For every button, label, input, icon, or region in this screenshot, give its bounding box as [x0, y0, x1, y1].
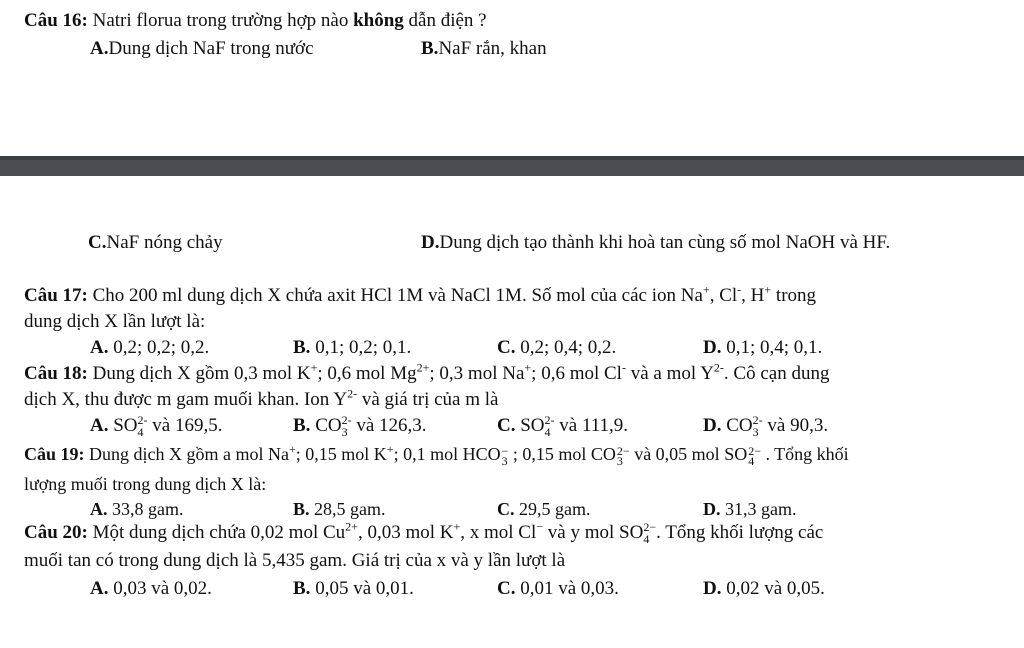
- question-17-label: Câu 17:: [24, 285, 88, 306]
- q19-option-a[interactable]: A. 33,8 gam.: [90, 499, 184, 519]
- question-18-stem-line2: dịch X, thu được m gam muối khan. Ion $Y^{2-}$ và giá trị của m là: [24, 386, 499, 410]
- q16-option-c[interactable]: C.NaF nóng chảy: [88, 232, 223, 253]
- q19-option-d[interactable]: D. 31,3 gam.: [703, 499, 797, 519]
- q17-option-c[interactable]: C. 0,2; 0,4; 0,2.: [497, 337, 617, 358]
- q16-option-d[interactable]: D.Dung dịch tạo thành khi hoà tan cùng số mol NaOH và HF.: [421, 232, 891, 253]
- question-20-stem-line2: muối tan có trong dung dịch là 5,435 gam. Giá trị của x và y lần lượt là: [24, 550, 566, 571]
- question-20-stem: Câu 20: Một dung dịch chứa 0,02 mol $Cu^{2+}$, 0,03 mol K+, x mol Cl− và y mol $SO_4^{2-}$. Tổng khối lượng các: [24, 519, 824, 546]
- q18-option-d[interactable]: D. $CO_3^{2-}$ và 90,3.: [703, 412, 829, 439]
- q18-option-b[interactable]: B. $CO_3^{2-}$ và 126,3.: [293, 412, 427, 439]
- question-17-stem-line2: dung dịch X lần lượt là:: [24, 311, 206, 332]
- q16-option-a[interactable]: A.Dung dịch NaF trong nước: [90, 38, 314, 59]
- question-17-stem: Câu 17: Cho 200 ml dung dịch X chứa axit HCl 1M và NaCl 1M. Số mol của các ion Na+, Cl-, H+ trong: [24, 282, 817, 306]
- q20-option-a[interactable]: A. 0,03 và 0,02.: [90, 578, 212, 599]
- q20-option-d[interactable]: D. 0,02 và 0,05.: [703, 578, 825, 599]
- q16-option-b[interactable]: B.NaF rắn, khan: [421, 38, 547, 59]
- q17-option-b[interactable]: B. 0,1; 0,2; 0,1.: [293, 337, 412, 358]
- q17-option-d[interactable]: D. 0,1; 0,4; 0,1.: [703, 337, 823, 358]
- question-18-label: Câu 18:: [24, 363, 88, 384]
- q17-option-a[interactable]: A. 0,2; 0,2; 0,2.: [90, 337, 210, 358]
- question-19-stem-line2: lượng muối trong dung dịch X là:: [24, 474, 267, 494]
- question-19-stem: Câu 19: Dung dịch X gồm a mol Na+; 0,15 mol K+; 0,1 mol HCO − 3 ; 0,15 mol CO 2− 3 và 0,05 mol SO 2− 4 . Tổng khối: [24, 442, 849, 468]
- question-18-stem: Câu 18: Dung dịch X gồm 0,3 mol K+; 0,6 mol $Mg^{2+}$; 0,3 mol Na+; 0,6 mol Cl- và a mol $Y^{2-}$. Cô cạn dung: [24, 360, 830, 384]
- q18-option-c[interactable]: C. $SO_4^{2-}$ và 111,9.: [497, 412, 629, 439]
- q19-option-c[interactable]: C. 29,5 gam.: [497, 499, 591, 519]
- page-separator-edge: [0, 156, 1024, 160]
- question-20-label: Câu 20:: [24, 522, 88, 543]
- question-16-label: Câu 16:: [24, 10, 88, 31]
- ion-hco3: HCO − 3: [462, 443, 509, 468]
- q19-option-b[interactable]: B. 28,5 gam.: [293, 499, 386, 519]
- q18-option-a[interactable]: A. $SO_4^{2-}$ và 169,5.: [90, 412, 223, 439]
- question-16-stem: Câu 16: Natri florua trong trường hợp nào không dẫn điện ?: [24, 10, 487, 31]
- q20-option-c[interactable]: C. 0,01 và 0,03.: [497, 578, 619, 599]
- q20-option-b[interactable]: B. 0,05 và 0,01.: [293, 578, 414, 599]
- ion-co3: CO 2− 3: [590, 443, 630, 468]
- question-19-label: Câu 19:: [24, 444, 85, 464]
- ion-so4: SO 2− 4: [724, 443, 761, 468]
